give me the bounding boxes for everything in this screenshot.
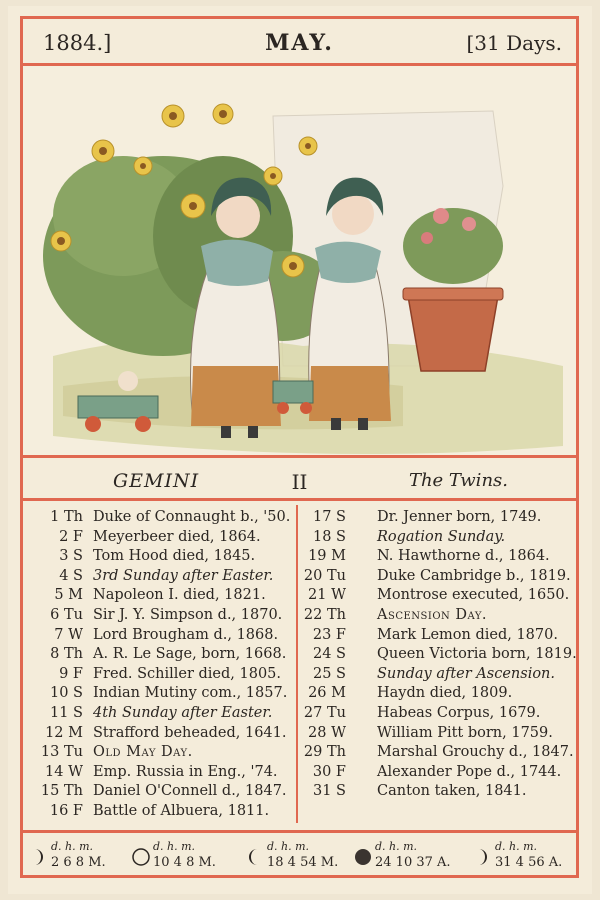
day-date: 24 S [313, 646, 346, 663]
day-row [299, 783, 576, 803]
day-row [299, 548, 576, 568]
moon-units-label: d. h. m. [375, 840, 418, 853]
first-quarter-moon-icon [29, 847, 49, 867]
day-event: N. Hawthorne d., 1864. [377, 548, 550, 565]
day-event: Alexander Pope d., 1744. [377, 763, 562, 780]
day-row [299, 725, 576, 745]
day-date: 28 W [308, 724, 346, 741]
day-event: Montrose executed, 1650. [377, 587, 570, 604]
moon-phases-row [23, 834, 576, 877]
day-row [23, 744, 296, 764]
day-event: Sunday after Ascension. [377, 665, 556, 682]
calendar-header [23, 19, 576, 63]
day-row [299, 744, 576, 764]
two-girls-garden-illustration [23, 66, 576, 455]
day-row [299, 607, 576, 627]
day-date: 17 S [313, 509, 346, 525]
day-date: 22 Th [303, 606, 346, 623]
calendar-frame [20, 16, 579, 878]
day-date: 6 Tu [50, 606, 83, 623]
day-event: Old May Day. [93, 744, 193, 761]
day-row [299, 705, 576, 725]
day-event: Meyerbeer died, 1864. [93, 528, 261, 545]
day-event: Battle of Albuera, 1811. [93, 802, 270, 819]
day-table [23, 503, 576, 829]
day-row [299, 587, 576, 607]
day-row [23, 764, 296, 784]
day-date: 31 S [313, 783, 346, 800]
day-date: 14 W [45, 763, 83, 780]
day-date: 30 F [312, 763, 346, 780]
moon-time: 18 4 54 M. [267, 855, 339, 870]
day-date: 7 W [54, 626, 83, 643]
day-event: Duke of Connaught b., '50. [93, 509, 291, 525]
zodiac-divider [23, 498, 576, 501]
day-event: A. R. Le Sage, born, 1668. [93, 646, 287, 663]
day-event: Dr. Jenner born, 1749. [377, 509, 542, 525]
day-event: Mark Lemon died, 1870. [377, 626, 558, 643]
day-date: 19 M [308, 548, 346, 565]
day-row [23, 607, 296, 627]
day-event: Fred. Schiller died, 1805. [93, 665, 282, 682]
day-row [299, 646, 576, 666]
new-moon-icon [353, 847, 373, 867]
day-date: 21 W [308, 587, 346, 604]
day-date: 10 S [50, 685, 83, 702]
day-event: Ascension Day. [377, 606, 488, 623]
day-event: Indian Mutiny com., 1857. [93, 685, 288, 702]
day-date: 16 F [49, 802, 83, 819]
day-event: William Pitt born, 1759. [377, 724, 553, 741]
moon-time: 10 4 8 M. [153, 855, 216, 870]
day-row [23, 627, 296, 647]
day-row [299, 627, 576, 647]
day-row [299, 529, 576, 549]
day-date: 18 S [313, 528, 346, 545]
day-event: Queen Victoria born, 1819. [377, 646, 577, 663]
day-row [23, 803, 296, 823]
gemini-symbol: II [291, 470, 308, 494]
day-event: Daniel O'Connell d., 1847. [93, 783, 287, 800]
day-date: 11 S [50, 704, 83, 721]
zodiac-meaning: The Twins. [408, 470, 508, 491]
moon-time: 24 10 37 A. [375, 855, 451, 870]
day-event: Haydn died, 1809. [377, 685, 513, 702]
day-date: 3 S [59, 548, 83, 565]
day-date: 25 S [313, 665, 346, 682]
day-row [23, 705, 296, 725]
day-date: 27 Tu [303, 704, 346, 721]
day-row [23, 587, 296, 607]
day-event: Habeas Corpus, 1679. [377, 704, 541, 721]
day-row [299, 568, 576, 588]
day-row [23, 725, 296, 745]
day-date: 23 F [312, 626, 346, 643]
day-date: 13 Tu [40, 744, 83, 761]
last-quarter-moon-icon [245, 847, 265, 867]
year-label: 1884.] [43, 31, 112, 55]
day-date: 4 S [59, 567, 83, 584]
day-date: 2 F [59, 528, 83, 545]
day-event: Canton taken, 1841. [377, 783, 527, 800]
day-row [23, 646, 296, 666]
day-column-right [299, 509, 576, 803]
day-date: 12 M [45, 724, 83, 741]
day-row [23, 509, 296, 529]
day-event: Emp. Russia in Eng., '74. [93, 763, 278, 780]
first-quarter-moon-icon [473, 847, 493, 867]
day-event: 3rd Sunday after Easter. [93, 567, 274, 584]
day-date: 1 Th [50, 509, 83, 525]
day-date: 8 Th [50, 646, 83, 663]
full-moon-icon [131, 847, 151, 867]
days-count: [31 Days. [466, 31, 562, 55]
day-event: Duke Cambridge b., 1819. [377, 567, 571, 584]
illustration [23, 66, 576, 455]
day-row [23, 685, 296, 705]
day-row [23, 529, 296, 549]
day-column-left [23, 509, 296, 823]
table-divider [23, 830, 576, 833]
moon-time: 2 6 8 M. [51, 855, 106, 870]
day-event: Strafford beheaded, 1641. [93, 724, 287, 741]
moon-units-label: d. h. m. [153, 840, 196, 853]
day-date: 15 Th [40, 783, 83, 800]
day-event: Lord Brougham d., 1868. [93, 626, 279, 643]
day-row [23, 783, 296, 803]
day-row [23, 548, 296, 568]
moon-units-label: d. h. m. [51, 840, 94, 853]
day-row [23, 666, 296, 686]
day-row [299, 666, 576, 686]
moon-units-label: d. h. m. [495, 840, 538, 853]
day-event: Marshal Grouchy d., 1847. [377, 744, 574, 761]
moon-time: 31 4 56 A. [495, 855, 563, 870]
day-date: 26 M [308, 685, 346, 702]
day-event: 4th Sunday after Easter. [93, 704, 273, 721]
day-event: Rogation Sunday. [377, 528, 506, 545]
month-title: MAY. [265, 30, 334, 56]
day-date: 5 M [54, 587, 83, 604]
day-row [23, 568, 296, 588]
day-date: 9 F [59, 665, 83, 682]
day-event: Sir J. Y. Simpson d., 1870. [93, 606, 283, 623]
illustration-divider [23, 455, 576, 458]
zodiac-sign: GEMINI [113, 470, 200, 492]
day-row [299, 764, 576, 784]
column-divider [296, 505, 298, 823]
day-event: Napoleon I. died, 1821. [93, 587, 266, 604]
day-date: 20 Tu [303, 567, 346, 584]
day-date: 29 Th [303, 744, 346, 761]
day-event: Tom Hood died, 1845. [93, 548, 256, 565]
day-row [299, 685, 576, 705]
zodiac-band [23, 460, 576, 498]
day-row [299, 509, 576, 529]
moon-units-label: d. h. m. [267, 840, 310, 853]
